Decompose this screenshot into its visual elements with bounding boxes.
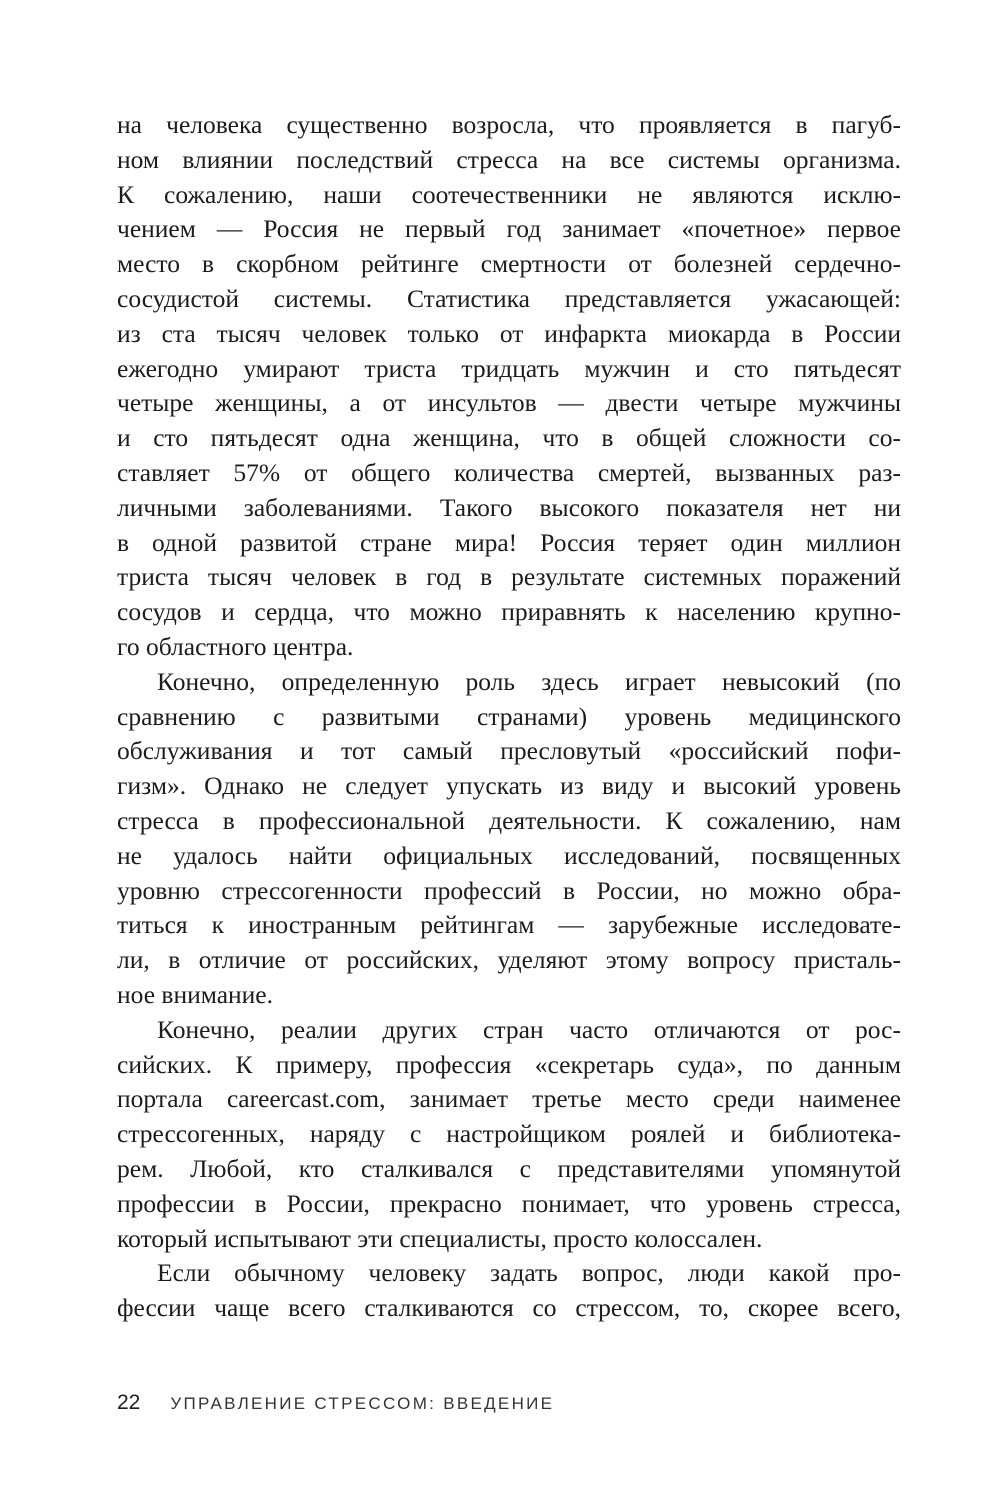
text-line: го областного центра.: [117, 631, 354, 661]
text-line: Конечно, определенную роль здесь играет невысокий (по: [157, 666, 901, 696]
text-line: стрессогенных, наряду с настройщиком роялей и библиотека-: [117, 1119, 901, 1149]
text-line: К сожалению, наши соотечественники не являются исклю-: [117, 179, 901, 209]
body-text: [117, 108, 901, 1326]
text-line: профессии в России, прекрасно понимает, что уровень стресса,: [117, 1188, 901, 1218]
text-line: место в скорбном рейтинге смертности от болезней сердечно-: [117, 249, 901, 279]
text-line: портала careercast.com, занимает третье место среди наименее: [117, 1084, 901, 1114]
paragraph: [117, 1013, 901, 1257]
text-line: титься к иностранным рейтингам — зарубежные исследовате-: [117, 910, 901, 940]
text-line: Если обычному человеку задать вопрос, люди какой про-: [157, 1258, 901, 1288]
text-line: обслуживания и тот самый пресловутый «российский пофи-: [117, 736, 901, 766]
text-line: ставляет 57% от общего количества смертей, вызванных раз-: [117, 457, 901, 487]
text-line: чением — Россия не первый год занимает «почетное» первое: [117, 214, 901, 244]
text-line: сосудистой системы. Статистика представляется ужасающей:: [117, 283, 901, 313]
page-number: 22: [117, 1391, 141, 1414]
page-footer: [117, 1388, 554, 1418]
text-line: четыре женщины, а от инсультов — двести четыре мужчины: [117, 388, 901, 418]
text-line: который испытывают эти специалисты, просто колоссален.: [117, 1223, 763, 1253]
text-line: не удалось найти официальных исследований, посвященных: [117, 840, 901, 870]
text-line: гизм». Однако не следует упускать из виду и высокий уровень: [117, 771, 901, 801]
paragraph: [117, 665, 901, 1013]
text-line: фессии чаще всего сталкиваются со стрессом, то, скорее всего,: [117, 1293, 901, 1323]
text-line: ли, в отличие от российских, уделяют этому вопросу присталь-: [117, 945, 901, 975]
text-line: сийских. К примеру, профессия «секретарь суда», по данным: [117, 1049, 901, 1079]
text-line: рем. Любой, кто сталкивался с представителями упомянутой: [117, 1153, 901, 1183]
text-line: триста тысяч человек в год в результате системных поражений: [117, 562, 901, 592]
paragraph: [117, 108, 901, 665]
text-line: ное внимание.: [117, 979, 274, 1009]
text-line: сосудов и сердца, что можно приравнять к населению крупно-: [117, 597, 901, 627]
text-line: ежегодно умирают триста тридцать мужчин и сто пятьдесят: [117, 353, 901, 383]
text-line: личными заболеваниями. Такого высокого показателя нет ни: [117, 492, 901, 522]
text-line: Конечно, реалии других стран часто отличаются от рос-: [157, 1014, 901, 1044]
text-line: ном влиянии последствий стресса на все системы организма.: [117, 144, 901, 174]
text-line: уровню стрессогенности профессий в России, но можно обра-: [117, 875, 901, 905]
running-title: УПРАВЛЕНИЕ СТРЕССОМ: ВВЕДЕНИЕ: [170, 1394, 555, 1413]
text-line: в одной развитой стране мира! Россия теряет один миллион: [117, 527, 901, 557]
text-line: на человека существенно возросла, что проявляется в пагуб-: [117, 110, 901, 139]
text-line: сравнению с развитыми странами) уровень медицинского: [117, 701, 901, 731]
text-line: стресса в профессиональной деятельности. К сожалению, нам: [117, 805, 901, 835]
paragraph: [117, 1256, 901, 1326]
text-line: из ста тысяч человек только от инфаркта миокарда в России: [117, 318, 901, 348]
text-line: и сто пятьдесят одна женщина, что в общей сложности со-: [117, 423, 901, 453]
